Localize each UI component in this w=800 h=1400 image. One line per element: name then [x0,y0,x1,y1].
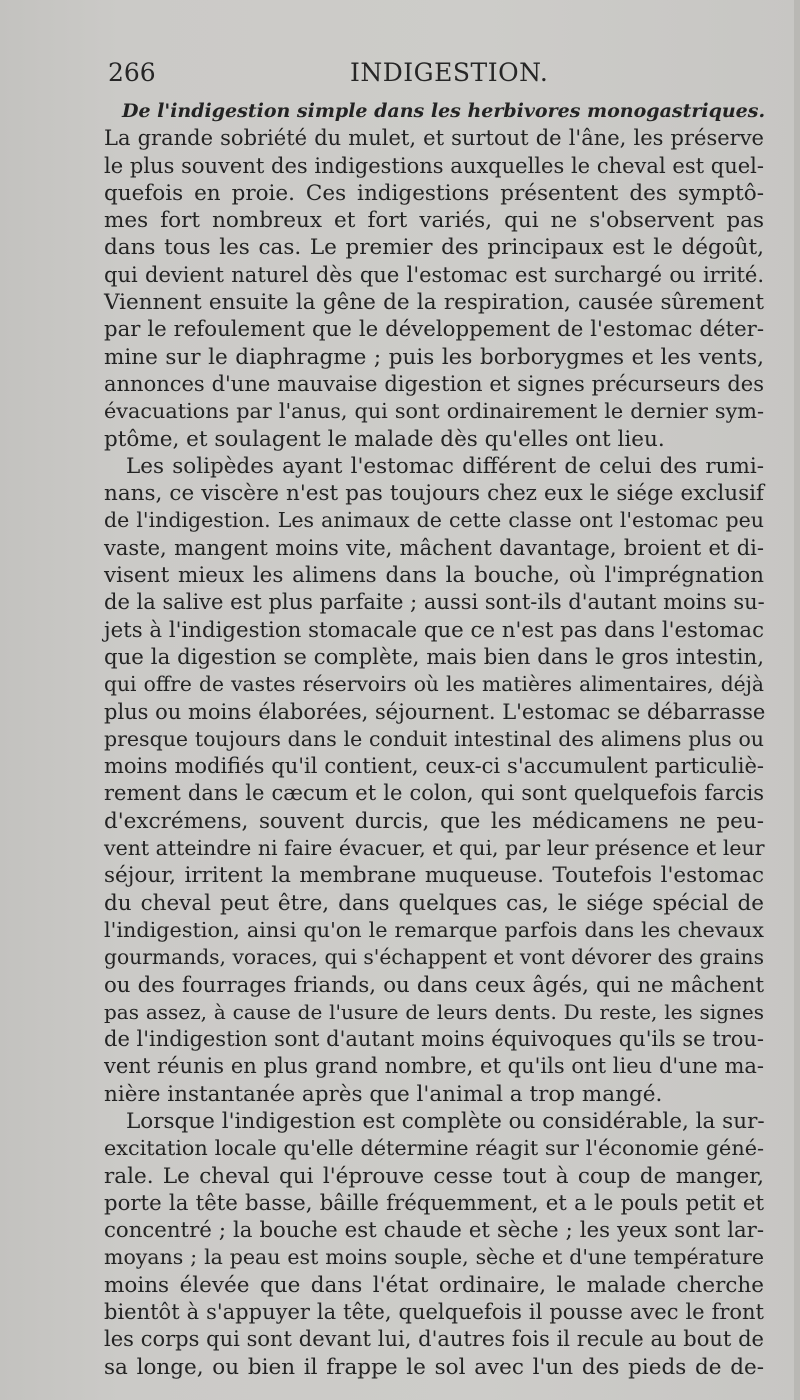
text-line: du cheval peut être, dans quelques cas, le siége spécial de [104,890,764,916]
text-line: que la digestion se complète, mais bien dans le gros intestin, [104,644,764,670]
text-line: de l'indigestion sont d'autant moins équivoques qu'ils se trou- [104,1027,764,1052]
text-line: mine sur le diaphragme ; puis les borborygmes et les vents, [104,344,764,370]
page-edge [794,0,800,1400]
text-line: moins modifiés qu'il contient, ceux-ci s'accumulent particuliè- [104,754,764,779]
text-line: par le refoulement que le développement de l'estomac déter- [104,317,764,343]
text-line: annonces d'une mauvaise digestion et signes précurseurs des [104,371,764,396]
text-line: qui devient naturel dès que l'estomac est surchargé ou irrité. [104,262,764,287]
text-line: les corps qui sont devant lui, d'autres fois il recule au bout de [104,1327,764,1352]
text-line: vent réunis en plus grand nombre, et qu'ils ont lieu d'une ma- [104,1054,764,1079]
text-line: La grande sobriété du mulet, et surtout de l'âne, les préserve [104,126,764,151]
text-line: l'indigestion, ainsi qu'on le remarque parfois dans les chevaux [104,917,764,942]
text-line: Viennent ensuite la gêne de la respiration, causée sûrement [104,290,764,316]
text-line: bientôt à s'appuyer la tête, quelquefois il pousse avec le front [104,1300,764,1325]
text-line: ptôme, et soulagent le malade dès qu'elles ont lieu. [104,426,665,452]
text-line: excitation locale qu'elle détermine réagit sur l'économie géné- [104,1136,764,1161]
section-heading: De l'indigestion simple dans les herbivores monogastriques. [122,100,766,122]
body-text [104,98,764,1381]
text-line: dans tous les cas. Le premier des principaux est le dégoût, [104,235,764,261]
text-line: vaste, mangent moins vite, mâchent davantage, broient et di- [104,535,764,560]
text-line: vent atteindre ni faire évacuer, et qui, par leur présence et leur [104,836,765,861]
text-line: Les solipèdes ayant l'estomac différent de celui des rumi- [126,453,764,479]
text-line: le plus souvent des indigestions auxquelles le cheval est quel- [104,153,764,178]
text-line: qui offre de vastes réservoirs où les matières alimentaires, déjà [104,672,764,697]
text-line: de l'indigestion. Les animaux de cette classe ont l'estomac peu [104,508,764,533]
text-line: porte la tête basse, bâille fréquemment, et a le pouls petit et [104,1190,764,1216]
text-line: nans, ce viscère n'est pas toujours chez eux le siége exclusif [104,481,764,507]
text-line: quefois en proie. Ces indigestions présentent des symptô- [104,180,764,206]
text-line: Lorsque l'indigestion est complète ou considérable, la sur- [126,1108,765,1134]
text-line: plus ou moins élaborées, séjournent. L'estomac se débarrasse [104,699,766,724]
text-line: gourmands, voraces, qui s'échappent et vont dévorer des grains [104,945,764,970]
page-number: 266 [108,58,156,87]
text-line: nière instantanée après que l'animal a trop mangé. [104,1081,663,1107]
text-line: sa longe, ou bien il frappe le sol avec l'un des pieds de de- [104,1354,764,1380]
text-line: visent mieux les alimens dans la bouche, où l'imprégnation [104,563,764,589]
text-line: moins élevée que dans l'état ordinaire, le malade cherche [104,1272,764,1298]
text-line: séjour, irritent la membrane muqueuse. Toutefois l'estomac [104,863,764,889]
page-header [108,58,748,98]
text-line: rale. Le cheval qui l'éprouve cesse tout à coup de manger, [104,1163,764,1189]
text-line: jets à l'indigestion stomacale que ce n'est pas dans l'estomac [104,617,764,643]
text-line: évacuations par l'anus, qui sont ordinairement le dernier sym- [104,399,764,424]
text-line: concentré ; la bouche est chaude et sèche ; les yeux sont lar- [104,1218,764,1244]
text-line: ou des fourrages friands, ou dans ceux âgés, qui ne mâchent [104,972,764,998]
text-line: de la salive est plus parfaite ; aussi sont-ils d'autant moins su- [104,590,765,615]
text-line: mes fort nombreux et fort variés, qui ne s'observent pas [104,208,764,234]
text-line: pas assez, à cause de l'usure de leurs dents. Du reste, les signes [104,999,764,1024]
text-line: presque toujours dans le conduit intestinal des alimens plus ou [104,726,764,751]
text-line: d'excrémens, souvent durcis, que les médicamens ne peu- [104,808,764,834]
running-title: INDIGESTION. [350,58,549,87]
text-line: moyans ; la peau est moins souple, sèche et d'une température [104,1245,764,1270]
text-line: rement dans le cæcum et le colon, qui sont quelquefois farcis [104,781,764,806]
